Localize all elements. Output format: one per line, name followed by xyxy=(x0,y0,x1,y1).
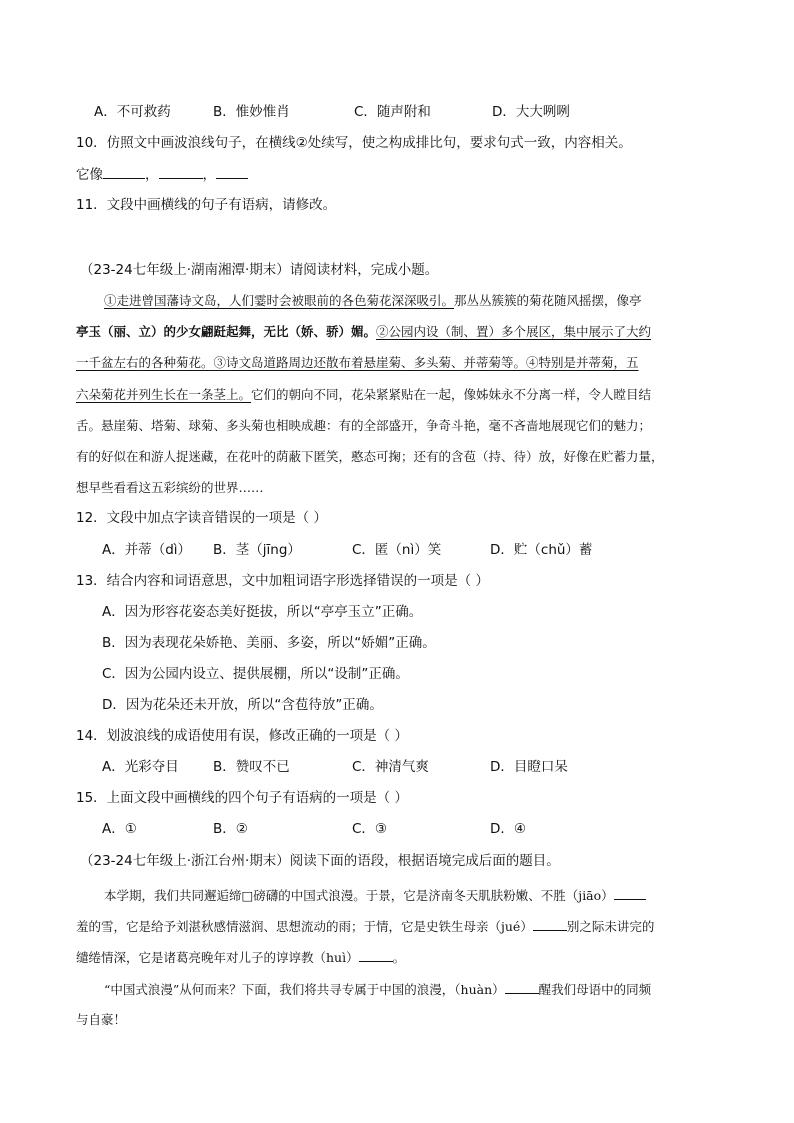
q10-blank-3[interactable] xyxy=(216,164,248,179)
q9-option-b: B．惟妙惟肖 xyxy=(213,104,290,120)
q12-option-a: A．并蒂（dì） xyxy=(102,542,192,558)
q15-option-d: D．④ xyxy=(490,821,526,837)
passage1-line-4: 六朵菊花并列生长在一条茎上。它们的朝向不同，花朵紧紧贴在一起，像姊妹永不分离一样，令人瞠目结 xyxy=(76,387,652,402)
q10-answer-line: 它像 ， ， xyxy=(76,164,248,184)
q10-blank-2[interactable] xyxy=(159,164,203,179)
passage2-line-3: 缱绻情深，它是诸葛亮晚年对儿子的谆谆教（huì） 。 xyxy=(76,947,405,967)
q9-option-a: A．不可救药 xyxy=(94,104,171,120)
q12-option-b: B．茎（jīng） xyxy=(213,542,301,558)
q12-option-c: C．匿（nì）笑 xyxy=(352,542,442,558)
q12-option-d: D．贮（chǔ）蓄 xyxy=(490,542,593,558)
q15-option-b: B．② xyxy=(213,821,248,837)
q13-option-d: D．因为花朵还未开放，所以“含苞待放”正确。 xyxy=(102,697,383,713)
q14-option-b: B．赞叹不已 xyxy=(213,759,290,775)
q14-stem: 14．划波浪线的成语使用有误，修改正确的一项是（ ） xyxy=(76,728,408,744)
q14-option-c: C．神清气爽 xyxy=(352,759,429,775)
q10-answer-prefix: 它像 xyxy=(76,167,103,183)
q9-option-d: D．大大咧咧 xyxy=(492,104,570,120)
blank-jue[interactable] xyxy=(533,916,567,931)
passage1-line-5: 舌。悬崖菊、塔菊、球菊、多头菊也相映成趣：有的全部盛开，争奇斗艳，毫不吝啬地展现它们的魅力； xyxy=(76,418,652,433)
q15-option-c: C．③ xyxy=(352,821,388,837)
q13-option-a: A．因为形容花姿态美好挺拔，所以“亭亭玉立”正确。 xyxy=(102,604,423,620)
q13-stem: 13．结合内容和词语意思，文中加粗词语字形选择错误的一项是（ ） xyxy=(76,573,489,589)
q9-option-c: C．随声附和 xyxy=(354,104,431,120)
sentence-2-underlined: ②公园内设（制、置）多个展区，集中展示了大约 xyxy=(376,324,652,339)
passage2-line-2: 羞的雪，它是给予刘湛秋感情滋润、思想流动的雨；于情，它是史铁生母亲（jué） 别之际未讲完的 xyxy=(76,916,654,936)
blank-huan[interactable] xyxy=(505,979,539,994)
q13-option-c: C．因为公园内设立、提供展棚，所以“设制”正确。 xyxy=(102,666,409,682)
passage2-line-5: 与自豪！ xyxy=(76,1012,127,1027)
blank-hui[interactable] xyxy=(359,947,393,962)
passage2-line-4: “中国式浪漫”从何而来？下面，我们将共寻专属于中国的浪漫，（huàn） 醒我们母语中的同频 xyxy=(104,979,651,999)
sentence-1-underlined: ①走进曾国藩诗文岛，人们霎时会被眼前的各色菊花深深吸引。 xyxy=(104,293,455,308)
q10-blank-1[interactable] xyxy=(103,164,145,179)
q15-option-a: A．① xyxy=(102,821,137,837)
q15-stem: 15．上面文段中画横线的四个句子有语病的一项是（ ） xyxy=(76,790,408,806)
sentence-3-underlined: ③诗文岛道路周边还散布着悬崖菊、多头菊、并蒂菊等。 xyxy=(213,355,527,370)
passage1-line-3: 一千盆左右的各种菊花。③诗文岛道路周边还散布着悬崖菊、多头菊、并蒂菊等。④特别是并蒂菊，五 xyxy=(76,355,639,370)
passage1-line-7: 想早些看看这五彩缤纷的世界…… xyxy=(76,480,264,495)
q14-option-d: D．目瞪口呆 xyxy=(490,759,568,775)
q11-stem: 11．文段中画横线的句子有语病，请修改。 xyxy=(76,197,337,213)
q10-stem: 10．仿照文中画波浪线句子，在横线②处续写，使之构成排比句，要求句式一致，内容相关。 xyxy=(76,135,632,151)
q14-option-a: A．光彩夺目 xyxy=(102,759,179,775)
blank-jiao[interactable] xyxy=(614,885,646,900)
passage2-line-1: 本学期，我们共同邂逅缔□磅礴的中国式浪漫。于景，它是济南冬天肌肤粉嫩、不胜（jiāo） xyxy=(104,885,646,905)
section2-source: （23-24七年级上·浙江台州·期末）阅读下面的语段，根据语境完成后面的题目。 xyxy=(80,853,560,869)
passage1-line-2: 亭玉（丽、立）的少女翩跹起舞，无比（娇、骄）媚。②公园内设（制、置）多个展区，集中展示了大约 xyxy=(76,324,652,339)
passage1-line-6: 有的好似在和游人捉迷藏，在花叶的荫蔽下匿笑，憨态可掬；还有的含苞（持、待）放，好像在贮蓄力量， xyxy=(76,449,664,464)
q12-stem: 12．文段中加点字读音错误的一项是（ ） xyxy=(76,510,327,526)
passage1-line-1: ①走进曾国藩诗文岛，人们霎时会被眼前的各色菊花深深吸引。那丛丛簇簇的菊花随风摇摆，像亭 xyxy=(104,293,642,308)
sentence-4-underlined: ④特别是并蒂菊，五 xyxy=(526,355,639,370)
section1-source: （23-24七年级上·湖南湘潭·期末）请阅读材料，完成小题。 xyxy=(80,262,439,278)
q13-option-b: B．因为表现花朵娇艳、美丽、多姿，所以“娇媚”正确。 xyxy=(102,635,436,651)
